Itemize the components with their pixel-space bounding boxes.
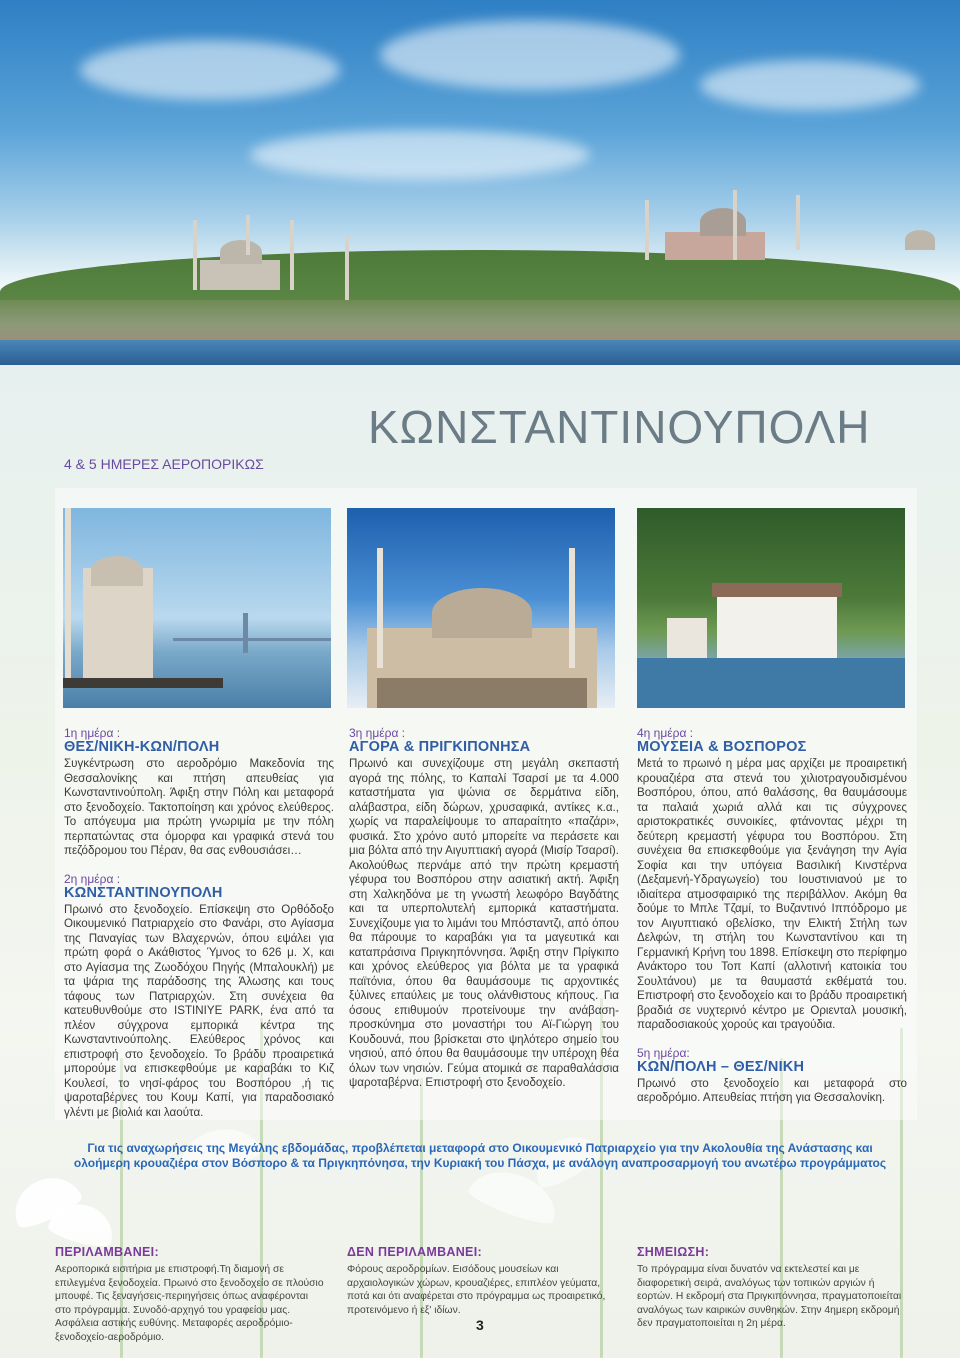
included-section <box>55 1245 325 1345</box>
excluded-text: Φόρους αεροδρομίων. Εισόδους μουσείων και αρχαιολογικών χώρων, κρουαζιέρες, επιπλέον γεύματα, ποτά και ότι αναφέρεται στο πρόγραμμα ως προαιρετικό, προτεινόμενο ή εξ' ιδίων. <box>347 1264 606 1316</box>
day-4-label: 4η ημέρα : <box>637 726 694 740</box>
excluded-title: ΔΕΝ ΠΕΡΙΛΑΜΒΑΝΕΙ: <box>347 1245 482 1259</box>
note-text: Το πρόγραμμα είναι δυνατόν να εκτελεστεί και με διαφορετική σειρά, αναλόγως των τοπικών αργιών ή εορτών. Η εκδρομή στα Πριγκιπόννησα, πραγματοποιείται αναλόγως των καιρικών συνθηκών. Στην 4ημερη εκδρομή δεν πραγματοποιείται η 2η μέρα. <box>637 1264 902 1330</box>
day-2-text: Πρωινό στο ξενοδοχείο. Επίσκεψη στο Ορθόδοξο Οικουμενικό Πατριαρχείο στο Φανάρι, στο Αγίασμα της Παναγίας των Βλαχερνών, όπου εψάλει για πρώτη φορά ο Ακάθιστος Ύμνος το 626 μ. Χ, και στο Αγίασμα της Ζωοδόχου Πηγής (Μπαλουκλή) με τα ψάρια της παράδοσης της Άλωσης και τους τάφους των Πατριαρχών. Στη συνέχεια θα κατευθυνθούμε στο ISTINIYE PARK, ένα από τα πλέον σύγχρονα εμπορικά κέντρα της Κωνσταντινούπολης. Ελεύθερος χρόνος και επιστροφή στο ξενοδοχείο. Το βράδυ προαιρετικά μπορούμε να επισκεφθούμε με καραβάκι το Κιζ Κουλεσί, το νησί-φάρος του Βοσπόρου ,ή τις ψαροταβέρνες του Κουμ Καπί, για παραδοσιακό γλέντι με βιολιά και λαούτα. <box>64 902 334 1119</box>
included-text: Αεροπορικά εισιτήρια με επιστροφή.Τη διαμονή σε επιλεγμένα ξενοδοχεία. Πρωινό στο ξενοδοχείο σε πλούσιο μπουφέ. Τις ξεναγήσεις-περιηγήσεις όπως αναφέρονται στο πρόγραμμα. Συνοδό-αρχηγό του γραφείου μας. Ασφάλεια αστικής ευθύνης. Μεταφορές αεροδρόμιο-ξενοδοχείο-αεροδρόμιο. <box>55 1264 324 1343</box>
itinerary-column-3 <box>637 727 907 1106</box>
day-2-title: ΚΩΝΣΤΑΝΤΙΝΟΥΠΟΛΗ <box>64 884 223 901</box>
note-title: ΣΗΜΕΙΩΣΗ: <box>637 1245 710 1259</box>
day-5-title: ΚΩΝ/ΠΟΛΗ – ΘΕΣ/ΝΙΚΗ <box>637 1058 805 1075</box>
trip-subtitle: 4 & 5 ΗΜΕΡΕΣ ΑΕΡΟΠΟΡΙΚΩΣ <box>64 456 264 472</box>
included-title: ΠΕΡΙΛΑΜΒΑΝΕΙ: <box>55 1245 159 1259</box>
easter-notice-line-1: Για τις αναχωρήσεις της Μεγάλης εβδομάδας, προβλέπεται μεταφορά στο Οικουμενικό Πατριαρχείο για την Ακολουθία της Ανάστασης και <box>87 1141 873 1155</box>
day-4-text: Μετά το πρωινό η μέρα μας αρχίζει με προαιρετική κρουαζιέρα στα στενά του χιλιοτραγουδισμένου Βοσπόρου, όπου, από θαλάσσης, θα θαυμάσουμε τα παλαιά χωριά αλλά και τις σύγχρονες αριστοκρατικές συνοικίες, φτάνοντας μέχρι τη δεύτερη κρεμαστή γέφυρα του Βοσπόρου. Στη συνέχεια θα επισκεφθούμε για ξενάγηση την Αγία Σοφία και την υπόγεια Βασιλική Κινστέρνα (Δεξαμενή-Υδραγωγείο) του Ιουστινιανού με το ιδιαίτερα ατμοσφαιρικό της περιβάλλον. Ακόμη θα δούμε το Μπλε Τζαμί, το Βυζαντινό Ιππόδρομο με τον Αιγυπτιακό οβελίσκο, την Ελικτή Στήλη των Δελφών, τη στήλη του Κωνσταντίνου και τη Γερμανική Κρήνη του 1898. Επίσκεψη στο περίφημο Ανάκτορο του Τοπ Καπί (αλλοτινή κατοικία του Σουλτάνου) με τα θαυμαστά εκθέματά του. Επιστροφή στο ξενοδοχείο και το βράδυ προαιρετική βραδιά σε νυχτερινό κέντρο με Οριενταλ μουσική, παραδοσιακούς χορούς και τραγούδια. <box>637 757 907 1031</box>
easter-notice <box>48 1141 912 1171</box>
day-3-title: ΑΓΟΡΑ & ΠΡΙΓΚΙΠΟΝΗΣΑ <box>349 739 531 755</box>
day-5-label: 5η ημέρα: <box>637 1045 690 1060</box>
easter-notice-line-2: ολοήμερη κρουαζιέρα στον Βόσπορο & τα Πριγκηπόνησα, την Κυριακή του Πάσχα, με ανάλογη αναπροσαρμογή του ανωτέρω προγράμματος <box>73 1156 887 1170</box>
day-1-title: ΘΕΣ/ΝΙΚΗ-ΚΩΝ/ΠΟΛΗ <box>64 739 220 755</box>
itinerary-column-2 <box>349 727 619 1091</box>
itinerary-column-1 <box>64 727 334 1120</box>
page-number: 3 <box>476 1317 484 1333</box>
day-1-text: Συγκέντρωση στο αεροδρόμιο Μακεδονία της Θεσσαλονίκης και πτήση απευθείας για Κωνσταντινούπολη. Άφιξη στην Πόλη και μεταφορά στο ξενοδοχείο. Τακτοποίηση και χρόνος ελεύθερος. Το απόγευμα μια πρώτη γνωριμία με την πόλη περπατώντας στα όμορφα και γραφικά στενά του πεζόδρομου του Πέραν, θα σας ενθουσιάσει… <box>64 757 334 857</box>
day-3-text: Πρωινό και συνεχίζουμε στη μεγάλη σκεπαστή αγορά της πόλης, το Καπαλί Τσαρσί με τα 4.000 καταστήματα για ψώνια σε δερμάτινα είδη, αλάβαστρα, είδη δώρων, χρυσαφικά, αντίκες κ.α., χωρίς να παραλείψουμε το απαραίτητο «παζάρι», φυσικά. Στο χρόνο αυτό μπορείτε να περάσετε και μια βόλτα από την Αιγυπτιακή αγορά (Μισίρ Τσαρσί). Ακολούθως περνάμε από την πρώτη κρεμαστή γέφυρα του Βοσπόρου στην ασιατική ακτή. Άφιξη στη Χαλκηδόνα με τη γνωστή λεωφόρο Βαγδάτης και τα υπερπολυτελή εμπορικά καταστήματα. Συνεχίζουμε για το λιμάνι του Μπόσταντζι, από όπου θα πάρουμε το καραβάκι για τα μαγευτικά και καταπράσινα Πριγκηπόννησα. Άφιξη στην Πρίγκιπο και χρόνος ελεύθερος για βόλτα με τα γραφικά παϊτόνια, όπου θα θαυμάσουμε τις αρχοντικές ξύλινες επαύλεις με τους ολάνθιστους κήπους. Για όσους επιθυμούν προτείνουμε την ανάβαση-προσκύνημα στο μοναστήρι του Αϊ-Γιώργη του Κουδουνά, που βρίσκεται στο ψηλότερο σημείο του νησιού, από όπου θα θαυμάσουμε την υπέροχη θέα όλων των νησιών. Γεύμα ατομικά σε παραθαλάσσια ψαροταβέρνα. Επιστροφή στο ξενοδοχείο. <box>349 757 619 1089</box>
day-4-title: ΜΟΥΣΕΙΑ & ΒΟΣΠΟΡΟΣ <box>637 739 807 755</box>
bosphorus-mansion-photo <box>637 508 905 708</box>
day-2-label: 2η ημέρα : <box>64 871 121 886</box>
excluded-section <box>347 1245 617 1317</box>
hero-panorama-image <box>0 0 960 365</box>
day-5-text: Πρωινό στο ξενοδοχείο και μεταφορά στο αεροδρόμιο. Απευθείας πτήση για Θεσσαλονίκη. <box>637 1076 907 1104</box>
day-1-label: 1η ημέρα : <box>64 726 121 740</box>
ortakoy-mosque-bridge-photo <box>63 508 331 708</box>
blue-mosque-photo <box>347 508 615 708</box>
page-title: ΚΩΝΣΤΑΝΤΙΝΟΥΠΟΛΗ <box>368 401 871 453</box>
day-3-label: 3η ημέρα : <box>349 726 406 740</box>
note-section <box>637 1245 907 1331</box>
